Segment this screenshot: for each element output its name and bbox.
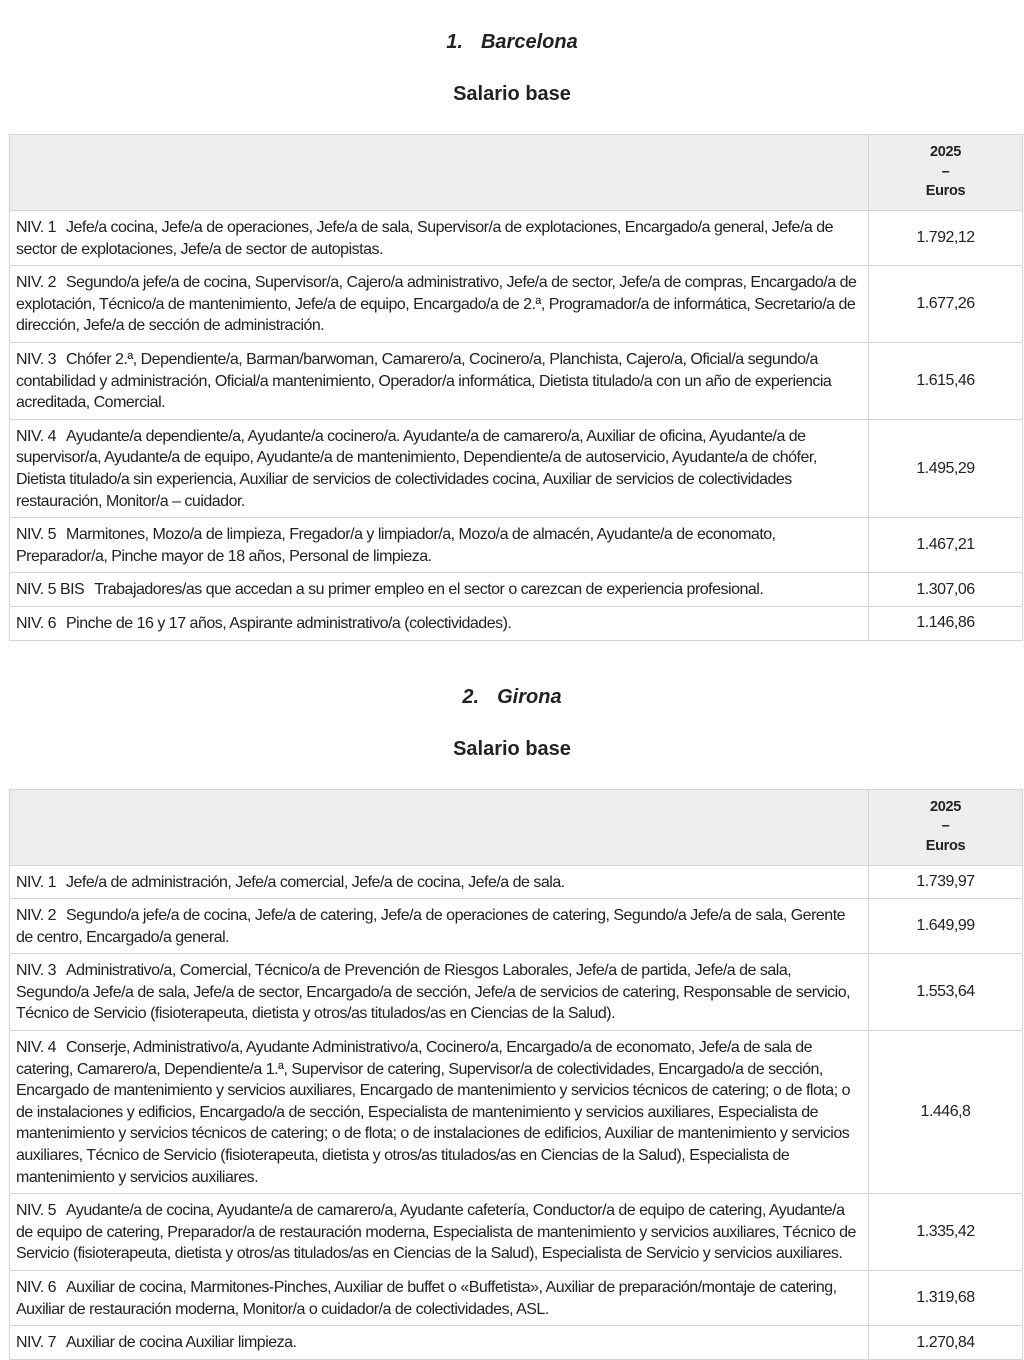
category-description: Pinche de 16 y 17 años, Aspirante administrativo/a (colectividades). bbox=[66, 614, 512, 632]
category-cell bbox=[10, 1271, 869, 1326]
level-label: NIV. 3 bbox=[16, 962, 56, 980]
level-label: NIV. 2 bbox=[16, 274, 56, 292]
category-cell bbox=[10, 899, 869, 954]
header-unit: Euros bbox=[925, 183, 966, 200]
category-cell bbox=[10, 1194, 869, 1271]
table-row bbox=[10, 954, 1023, 1031]
table-header-row bbox=[10, 135, 1023, 211]
table-row bbox=[10, 342, 1023, 419]
level-label: NIV. 5 bbox=[16, 526, 56, 544]
table-row bbox=[10, 266, 1023, 343]
category-cell bbox=[10, 606, 869, 640]
category-cell bbox=[10, 1326, 869, 1360]
table-row bbox=[10, 1031, 1023, 1194]
salary-value: 1.649,99 bbox=[869, 899, 1023, 954]
table-row bbox=[10, 1271, 1023, 1326]
category-description: Administrativo/a, Comercial, Técnico/a de Prevención de Riesgos Laborales, Jefe/a de partida, Jefe/a de sala, Segundo/a Jefe/a de sala, Jefe/a de sector, Encargado/a de sección, Jefe/a de servicios de catering, Responsable de servicio, Técnico de Servicio (fisioterapeuta, dietista y otros/as titulados/as en Ciencias de la Salud). bbox=[16, 962, 851, 1023]
salary-value: 1.307,06 bbox=[869, 573, 1023, 607]
header-category bbox=[10, 135, 869, 211]
level-label: NIV. 2 bbox=[16, 907, 56, 925]
level-label: NIV. 4 bbox=[16, 427, 56, 445]
section-subtitle: Salario base bbox=[453, 737, 571, 760]
header-dash: – bbox=[941, 163, 950, 180]
level-label: NIV. 1 bbox=[16, 219, 56, 236]
section-title bbox=[0, 0, 1024, 63]
salary-value: 1.553,64 bbox=[869, 954, 1023, 1031]
section-title bbox=[0, 655, 1024, 718]
salary-value: 1.146,86 bbox=[869, 606, 1023, 640]
level-label: NIV. 1 bbox=[16, 873, 56, 891]
salary-value: 1.335,42 bbox=[869, 1194, 1023, 1271]
table-row bbox=[10, 899, 1023, 954]
salary-table bbox=[9, 134, 1023, 641]
category-description: Auxiliar de cocina, Marmitones-Pinches, Auxiliar de buffet o «Buffetista», Auxiliar de preparación/montaje de catering, Auxiliar de restauración moderna, Monitor/a o cuidador/a de colectividades, ASL. bbox=[16, 1279, 837, 1318]
category-cell bbox=[10, 1031, 869, 1194]
table-row bbox=[10, 606, 1023, 640]
category-cell bbox=[10, 518, 869, 573]
table-row bbox=[10, 1326, 1023, 1360]
salary-value: 1.615,46 bbox=[869, 342, 1023, 419]
level-label: NIV. 6 bbox=[16, 1279, 56, 1296]
salary-table bbox=[9, 789, 1023, 1360]
section bbox=[0, 0, 1024, 641]
salary-value: 1.467,21 bbox=[869, 518, 1023, 573]
salary-value: 1.792,12 bbox=[869, 211, 1023, 266]
level-label: NIV. 5 bbox=[16, 1202, 56, 1220]
category-cell bbox=[10, 342, 869, 419]
category-cell bbox=[10, 573, 869, 607]
table-row bbox=[10, 419, 1023, 517]
category-description: Ayudante/a de cocina, Ayudante/a de camarero/a, Ayudante cafetería, Conductor/a de equipo de catering, Ayudante/a de equipo de catering, Preparador/a de restauración moderna, Especialista de mantenimiento y servicios auxiliares, Técnico de Servicio (fisioterapeuta, dietista y otros/as titulados/as en Ciencias de la Salud), Especialista de Servicio y servicios auxiliares. bbox=[16, 1202, 856, 1263]
category-cell bbox=[10, 865, 869, 899]
salary-value: 1.677,26 bbox=[869, 266, 1023, 343]
salary-value: 1.739,97 bbox=[869, 865, 1023, 899]
table-row bbox=[10, 211, 1023, 266]
level-label: NIV. 4 bbox=[16, 1039, 56, 1057]
category-cell bbox=[10, 419, 869, 517]
section-name: Girona bbox=[497, 685, 562, 708]
category-cell bbox=[10, 954, 869, 1031]
salary-value: 1.319,68 bbox=[869, 1271, 1023, 1326]
table-row bbox=[10, 1194, 1023, 1271]
level-label: NIV. 3 bbox=[16, 350, 56, 368]
section bbox=[0, 655, 1024, 1360]
category-description: Conserje, Administrativo/a, Ayudante Administrativo/a, Cocinero/a, Encargado/a de economato, Jefe/a de sala de catering, Camarero/a, Dependiente/a 1.ª, Supervisor de catering, Supervisor/a de colectividades, Encargado/a de sección, Encargado de mantenimiento y servicios auxiliares, Encargado de mantenimiento y servicios técnicos de catering; o de flota; o de instalaciones y edificios, Encargado/a de sección, Especialista de mantenimiento y servicios auxiliares, Especialista de mantenimiento y servicios técnicos de catering; o de flota; o de instalaciones de edificios, Auxiliar de mantenimiento y servicios auxiliares, Técnico de Servicio (fisioterapeuta, dietista y otros/as titulados/as en Ciencias de la Salud), Especialista de mantenimiento y servicios auxiliares. bbox=[16, 1039, 850, 1186]
category-description: Chófer 2.ª, Dependiente/a, Barman/barwoman, Camarero/a, Cocinero/a, Planchista, Cajero/a, Oficial/a segundo/a contabilidad y administración, Oficial/a mantenimiento, Operador/a informática, Dietista titulado/a con un año de experiencia acreditada, Comercial. bbox=[16, 350, 832, 412]
category-description: Segundo/a jefe/a de cocina, Supervisor/a, Cajero/a administrativo, Jefe/a de sector, Jefe/a de compras, Encargado/a de explotación, Técnico/a de mantenimiento, Jefe/a de equipo, Encargado/a de 2.ª, Programador/a de informática, Secretario/a de dirección, Jefe/a de sección de administración. bbox=[16, 274, 857, 335]
header-category bbox=[10, 789, 869, 865]
level-label: NIV. 5 BIS bbox=[16, 581, 85, 599]
spacer bbox=[0, 641, 1024, 655]
category-description: Auxiliar de cocina Auxiliar limpieza. bbox=[66, 1334, 297, 1352]
category-cell bbox=[10, 266, 869, 343]
table-row bbox=[10, 865, 1023, 899]
table-row bbox=[10, 518, 1023, 573]
salary-value: 1.270,84 bbox=[869, 1326, 1023, 1360]
category-description: Segundo/a jefe/a de cocina, Jefe/a de catering, Jefe/a de operaciones de catering, Segundo/a Jefe/a de sala, Gerente de centro, Encargado/a general. bbox=[16, 907, 846, 946]
category-cell bbox=[10, 211, 869, 266]
category-description: Marmitones, Mozo/a de limpieza, Fregador/a y limpiador/a, Mozo/a de almacén, Ayudante/a de economato, Preparador/a, Pinche mayor de 18 años, Personal de limpieza. bbox=[16, 526, 776, 565]
level-label: NIV. 6 bbox=[16, 614, 56, 632]
table-header-row bbox=[10, 789, 1023, 865]
header-value bbox=[869, 789, 1023, 865]
salary-value: 1.495,29 bbox=[869, 419, 1023, 517]
level-label: NIV. 7 bbox=[16, 1334, 56, 1352]
header-year: 2025 bbox=[929, 144, 962, 161]
category-description: Ayudante/a dependiente/a, Ayudante/a cocinero/a. Ayudante/a de camarero/a, Auxiliar de oficina, Ayudante/a de supervisor/a, Ayudante/a de equipo, Ayudante/a de mantenimiento, Dependiente/a de autoservicio, Ayudante/a de chófer, Dietista titulado/a sin experiencia, Auxiliar de servicios de colectividades cocina, Auxiliar de servicios de colectividades restauración, Monitor/a – cuidador. bbox=[16, 427, 817, 510]
table-row bbox=[10, 573, 1023, 607]
salary-value: 1.446,8 bbox=[869, 1031, 1023, 1194]
section-number: 2. bbox=[462, 685, 480, 708]
category-description: Jefe/a de administración, Jefe/a comercial, Jefe/a de cocina, Jefe/a de sala. bbox=[66, 873, 565, 891]
header-dash: – bbox=[941, 818, 950, 835]
category-description: Jefe/a cocina, Jefe/a de operaciones, Jefe/a de sala, Supervisor/a de explotaciones, Encargado/a general, Jefe/a de sector de explotaciones, Jefe/a de sector de autopistas. bbox=[16, 219, 834, 258]
header-value bbox=[869, 135, 1023, 211]
header-unit: Euros bbox=[925, 837, 966, 854]
section-subtitle: Salario base bbox=[453, 83, 571, 105]
section-number: 1. bbox=[446, 31, 463, 53]
category-description: Trabajadores/as que accedan a su primer empleo en el sector o carezcan de experiencia profesional. bbox=[94, 581, 764, 599]
header-year: 2025 bbox=[929, 798, 962, 815]
section-name: Barcelona bbox=[480, 31, 578, 53]
